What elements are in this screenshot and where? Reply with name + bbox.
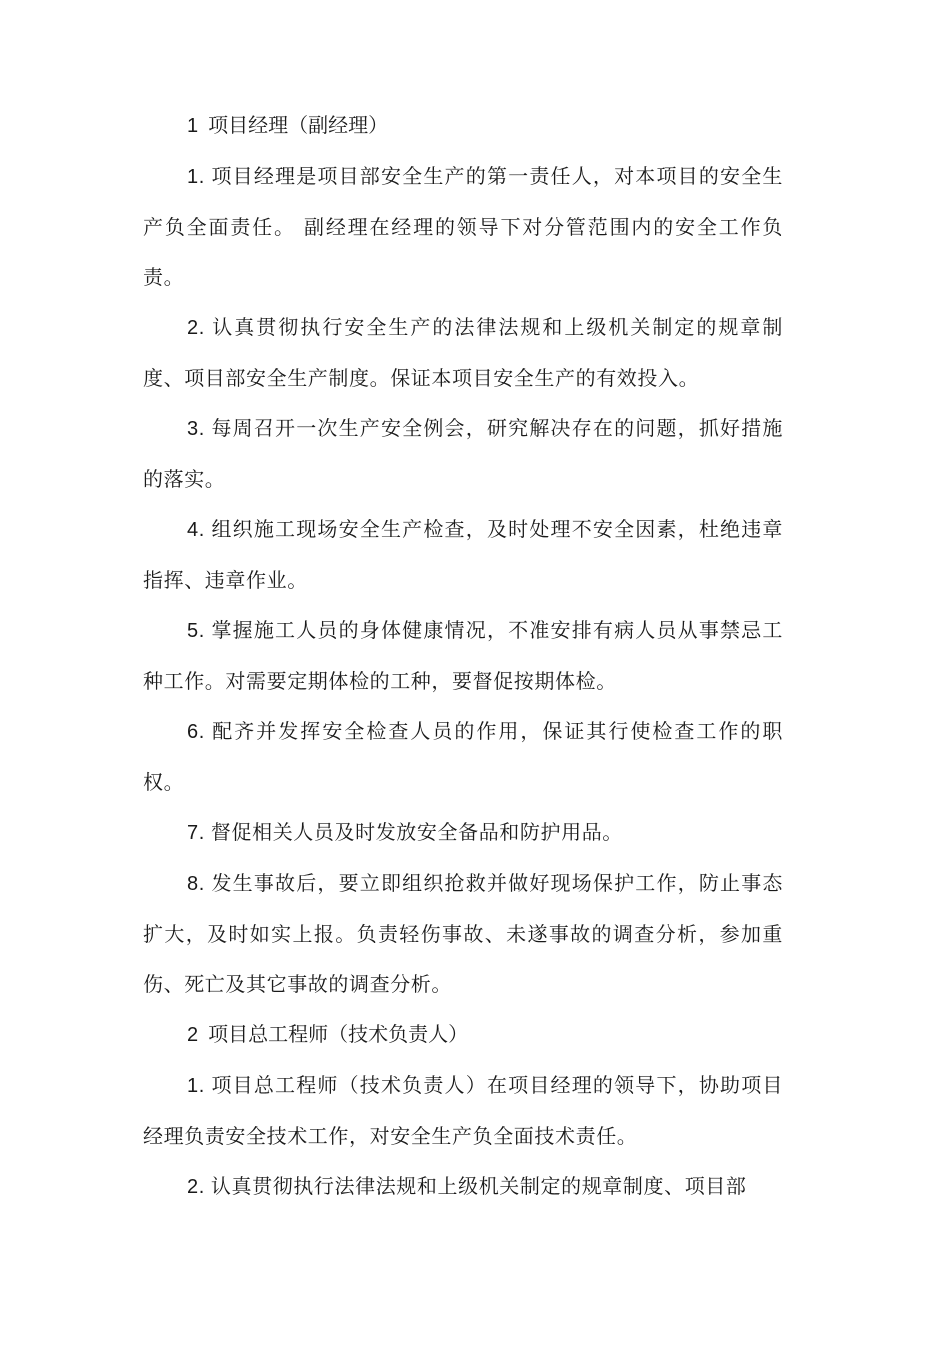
item-text: 督促相关人员及时发放安全备品和防护用品。	[210, 820, 623, 844]
item-text: 每周召开一次生产安全例会，研究解决存在的问题，抓好措施的落实。	[143, 416, 783, 491]
item-text: 认真贯彻执行法律法规和上级机关制定的规章制度、项目部	[210, 1174, 747, 1198]
section-heading	[143, 1009, 783, 1060]
section-number: 1	[187, 115, 199, 137]
document-body	[143, 100, 783, 1212]
item-text: 项目总工程师（技术负责人）在项目经理的领导下，协助项目经理负责安全技术工作，对安全生产负全面技术责任。	[143, 1073, 783, 1148]
item-number: 5.	[187, 620, 205, 642]
item-number: 3.	[187, 418, 205, 440]
list-item	[143, 504, 783, 605]
item-number: 4.	[187, 519, 205, 541]
list-item	[143, 302, 783, 403]
list-item	[143, 1060, 783, 1161]
item-text: 认真贯彻执行安全生产的法律法规和上级机关制定的规章制度、项目部安全生产制度。保证本项目安全生产的有效投入。	[143, 315, 783, 390]
list-item	[143, 151, 783, 302]
list-item	[143, 858, 783, 1009]
item-number: 6.	[187, 721, 205, 743]
section-number: 2	[187, 1024, 199, 1046]
item-number: 2.	[187, 317, 205, 339]
list-item	[143, 706, 783, 807]
item-text: 项目经理是项目部安全生产的第一责任人，对本项目的安全生产负全面责任。 副经理在经理的领导下对分管范围内的安全工作负责。	[143, 164, 783, 289]
item-text: 掌握施工人员的身体健康情况，不准安排有病人员从事禁忌工种工作。对需要定期体检的工种，要督促按期体检。	[143, 618, 783, 693]
item-number: 8.	[187, 873, 205, 895]
item-number: 2.	[187, 1176, 205, 1198]
item-number: 1.	[187, 1075, 205, 1097]
section-heading	[143, 100, 783, 151]
section-title: 项目经理（副经理）	[208, 113, 389, 137]
section-title: 项目总工程师（技术负责人）	[208, 1022, 469, 1046]
item-text: 组织施工现场安全生产检查，及时处理不安全因素，杜绝违章指挥、违章作业。	[143, 517, 783, 592]
item-number: 7.	[187, 822, 205, 844]
item-number: 1.	[187, 166, 205, 188]
list-item	[143, 605, 783, 706]
item-text: 发生事故后，要立即组织抢救并做好现场保护工作，防止事态扩大，及时如实上报。负责轻伤事故、未遂事故的调查分析，参加重伤、死亡及其它事故的调查分析。	[143, 871, 783, 996]
list-item	[143, 1161, 783, 1212]
list-item	[143, 403, 783, 504]
list-item	[143, 807, 783, 858]
item-text: 配齐并发挥安全检查人员的作用，保证其行使检查工作的职权。	[143, 719, 783, 794]
